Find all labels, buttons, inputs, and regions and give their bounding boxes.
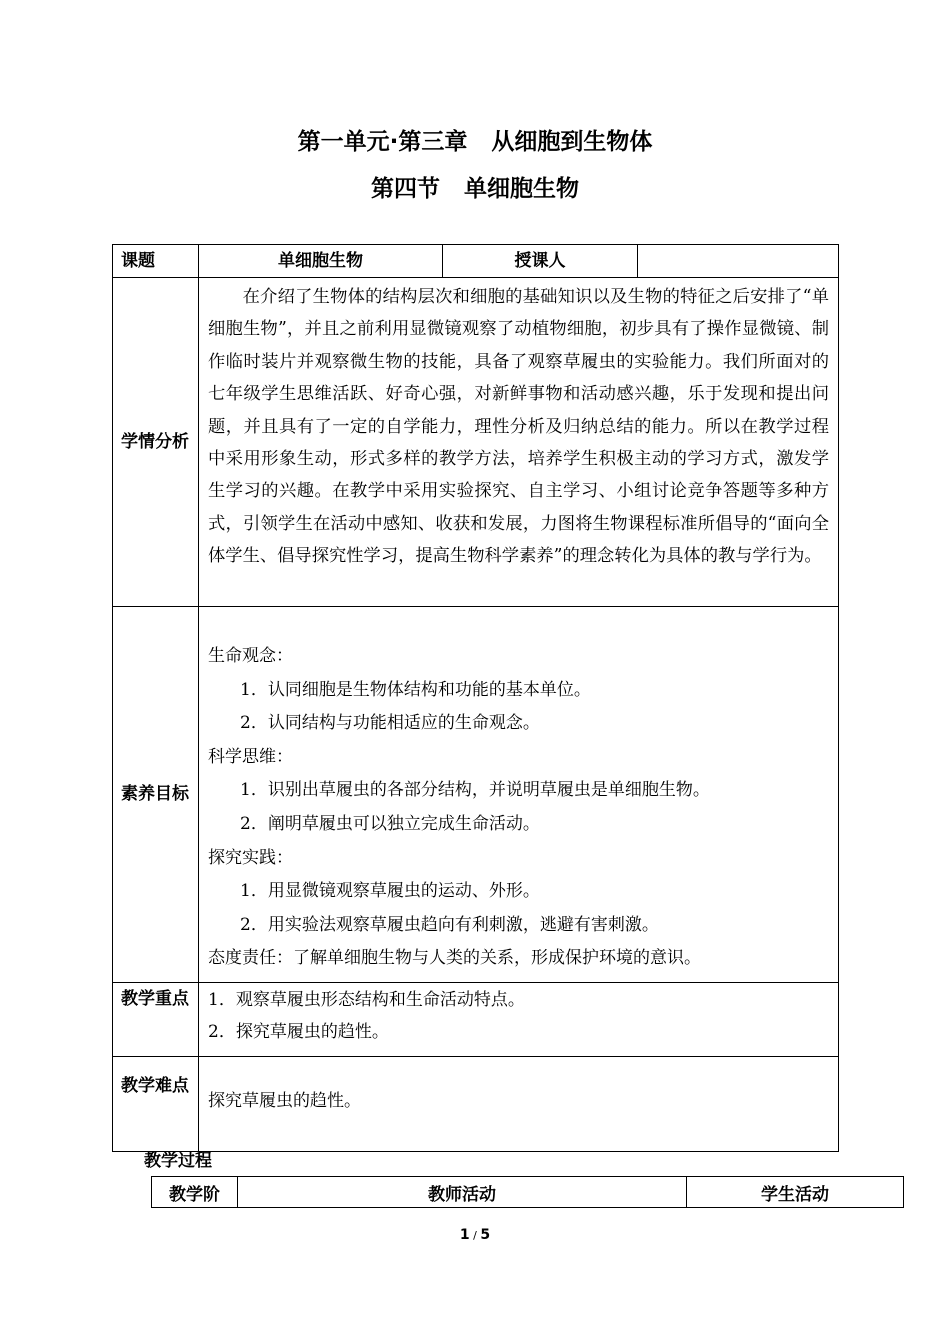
process-heading: 教学过程 xyxy=(144,1151,212,1171)
current-page: 1 xyxy=(459,1227,470,1243)
title-chapter: 从细胞到生物体 xyxy=(491,129,653,155)
goal-practice-heading: 探究实践： xyxy=(208,847,293,868)
subtitle-section: 第四节 xyxy=(371,176,440,202)
key-points-label: 教学重点 xyxy=(113,982,199,1056)
topic-row xyxy=(113,245,839,278)
goal-practice-2: 2．用实验法观察草履虫趋向有利刺激，逃避有害刺激。 xyxy=(240,914,659,935)
goal-science-heading: 科学思维： xyxy=(208,746,293,767)
lesson-info-table xyxy=(112,244,839,1152)
goal-practice-1: 1．用显微镜观察草履虫的运动、外形。 xyxy=(240,881,540,902)
key-point-1: 1．观察草履虫形态结构和生命活动特点。 xyxy=(208,989,525,1010)
page-number: 1 / 5 xyxy=(459,1227,491,1243)
process-col-student: 学生活动 xyxy=(687,1177,904,1208)
teacher-value xyxy=(638,245,839,278)
process-col-teacher: 教师活动 xyxy=(238,1177,687,1208)
difficulty-text: 探究草履虫的趋性。 xyxy=(199,1056,839,1151)
goal-attitude: 态度责任：了解单细胞生物与人类的关系，形成保护环境的意识。 xyxy=(208,948,701,969)
process-col-stage: 教学阶 xyxy=(152,1177,238,1208)
goal-science-1: 1．识别出草履虫的各部分结构，并说明草履虫是单细胞生物。 xyxy=(240,780,710,801)
process-header-row xyxy=(152,1177,904,1208)
title-unit: 第一单元·第三章 xyxy=(297,129,468,155)
document-subtitle xyxy=(0,170,950,203)
document-title xyxy=(0,123,950,156)
key-points-row xyxy=(113,982,839,1056)
teacher-label: 授课人 xyxy=(443,245,638,278)
analysis-row xyxy=(113,278,839,607)
key-points-content xyxy=(199,982,839,1056)
topic-label: 课题 xyxy=(113,245,199,278)
difficulty-row xyxy=(113,1056,839,1151)
difficulty-label: 教学难点 xyxy=(113,1056,199,1151)
goals-label: 素养目标 xyxy=(113,607,199,983)
goal-life-1: 1．认同细胞是生物体结构和功能的基本单位。 xyxy=(240,679,591,700)
subtitle-topic: 单细胞生物 xyxy=(464,176,579,202)
goal-life-2: 2．认同结构与功能相适应的生命观念。 xyxy=(240,713,540,734)
key-point-2: 2．探究草履虫的趋性。 xyxy=(208,1021,389,1042)
goals-row xyxy=(113,607,839,983)
topic-value: 单细胞生物 xyxy=(199,245,443,278)
goals-content xyxy=(199,607,839,983)
process-table xyxy=(151,1176,904,1208)
total-pages: 5 xyxy=(480,1227,491,1243)
analysis-label: 学情分析 xyxy=(113,278,199,607)
goal-life-heading: 生命观念： xyxy=(208,646,293,666)
goal-science-2: 2．阐明草履虫可以独立完成生命活动。 xyxy=(240,813,540,834)
analysis-text: 在介绍了生物体的结构层次和细胞的基础知识以及生物的特征之后安排了“单细胞生物”，并且之前利用显微镜观察了动植物细胞，初步具有了操作显微镜、制作临时装片并观察微生物的技能，具备了观察草履虫的实验能力。我们所面对的七年级学生思维活跃、好奇心强，对新鲜事物和活动感兴趣，乐于发现和提出问题，并且具有了一定的自学能力，理性分析及归纳总结的能力。所以在教学过程中采用形象生动，形式多样的教学方法，培养学生积极主动的学习方式，激发学生学习的兴趣。在教学中采用实验探究、自主学习、小组讨论竞争答题等多种方式，引领学生在活动中感知、收获和发展，力图将生物课程标准所倡导的“面向全体学生、倡导探究性学习，提高生物科学素养”的理念转化为具体的教与学行为。 xyxy=(199,278,839,607)
